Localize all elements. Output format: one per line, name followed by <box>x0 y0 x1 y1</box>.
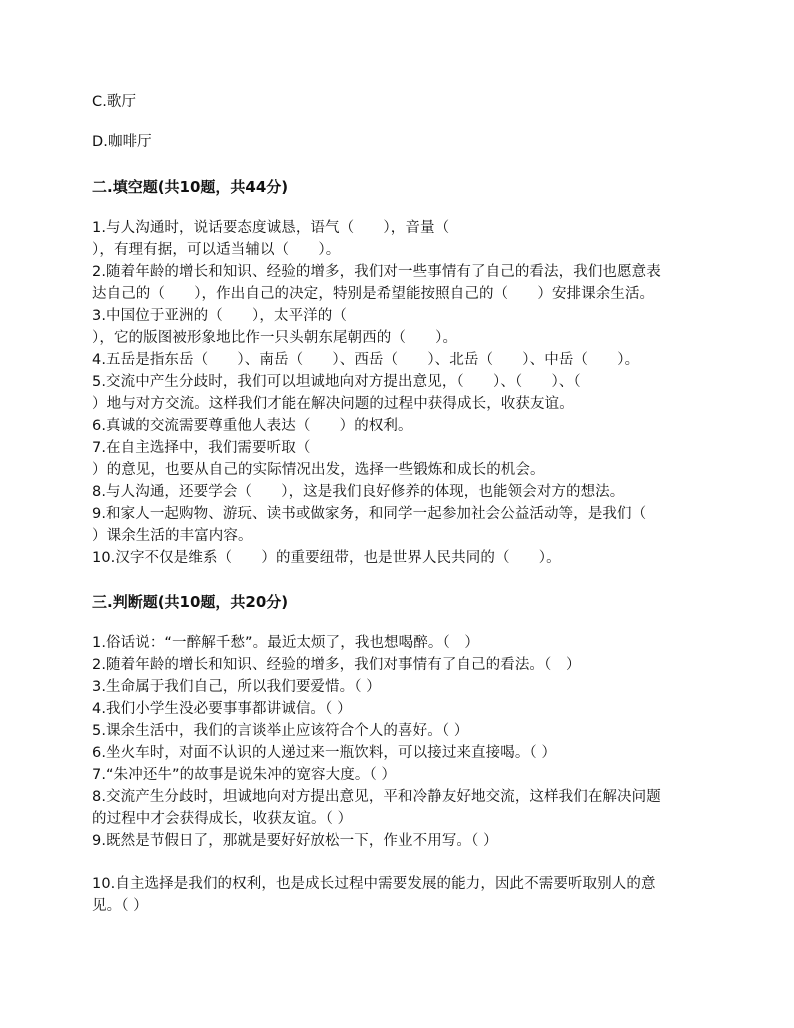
option-d: D.咖啡厅 <box>92 134 152 150</box>
judge-line: 10.自主选择是我们的权利，也是成长过程中需要发展的能力，因此不需要听取别人的意 <box>92 876 656 892</box>
fill-line: ）地与对方交流。这样我们才能在解决问题的过程中获得成长，收获友谊。 <box>92 396 574 412</box>
judge-line: 见。（ ） <box>92 898 148 914</box>
fill-line: ）的意见，也要从自己的实际情况出发，选择一些锻炼和成长的机会。 <box>92 462 545 478</box>
fill-line: 8.与人沟通，还要学会（ ），这是我们良好修养的体现，也能领会对方的想法。 <box>92 484 625 500</box>
judge-line: 8.交流产生分歧时，坦诚地向对方提出意见，平和冷静友好地交流，这样我们在解决问题 <box>92 789 661 805</box>
fill-line: 5.交流中产生分歧时，我们可以坦诚地向对方提出意见，（ ）、（ ）、（ <box>92 374 581 390</box>
judge-line: 3.生命属于我们自己，所以我们要爱惜。（ ） <box>92 679 381 695</box>
judge-line: 2.随着年龄的增长和知识、经验的增多，我们对事情有了自己的看法。（ ） <box>92 657 581 673</box>
fill-line: 6.真诚的交流需要尊重他人表达（ ）的权利。 <box>92 418 413 434</box>
option-c: C.歌厅 <box>92 94 137 110</box>
judge-line: 4.我们小学生没必要事事都讲诚信。（ ） <box>92 701 352 717</box>
fill-line: 2.随着年龄的增长和知识、经验的增多，我们对一些事情有了自己的看法，我们也愿意表 <box>92 264 661 280</box>
fill-line: 1.与人沟通时，说话要态度诚恳，语气（ ），音量（ <box>92 220 450 236</box>
judge-line: 的过程中才会获得成长，收获友谊。（ ） <box>92 811 353 827</box>
fill-line: 4.五岳是指东岳（ ）、南岳（ ）、西岳（ ）、北岳（ ）、中岳（ ）。 <box>92 352 640 368</box>
fill-line: 3.中国位于亚洲的（ ），太平洋的（ <box>92 308 347 324</box>
fill-line: ）课余生活的丰富内容。 <box>92 528 253 544</box>
fill-section-heading: 二.填空题(共10题，共44分) <box>92 178 289 196</box>
fill-line: ），有理有据，可以适当辅以（ ）。 <box>92 242 341 258</box>
fill-line: 9.和家人一起购物、游玩、读书或做家务，和同学一起参加社会公益活动等，是我们（ <box>92 506 647 522</box>
judge-line: 5.课余生活中，我们的言谈举止应该符合个人的喜好。（ ） <box>92 723 469 739</box>
fill-line: 10.汉字不仅是维系（ ）的重要纽带，也是世界人民共同的（ ）。 <box>92 550 561 566</box>
fill-line: 达自己的（ ），作出自己的决定，特别是希望能按照自己的（ ）安排课余生活。 <box>92 286 655 302</box>
judge-section-heading: 三.判断题(共10题，共20分) <box>92 593 289 611</box>
fill-line: 7.在自主选择中，我们需要听取（ <box>92 440 311 456</box>
judge-line: 7.“朱冲还牛”的故事是说朱冲的宽容大度。（ ） <box>92 767 397 783</box>
judge-line: 6.坐火车时，对面不认识的人递过来一瓶饮料，可以接过来直接喝。（ ） <box>92 745 557 761</box>
judge-line: 1.俗话说：“一醉解千愁”。最近太烦了，我也想喝醉。（ ） <box>92 635 480 651</box>
fill-line: ），它的版图被形象地比作一只头朝东尾朝西的（ ）。 <box>92 330 458 346</box>
judge-line: 9.既然是节假日了，那就是要好好放松一下，作业不用写。（ ） <box>92 833 498 849</box>
